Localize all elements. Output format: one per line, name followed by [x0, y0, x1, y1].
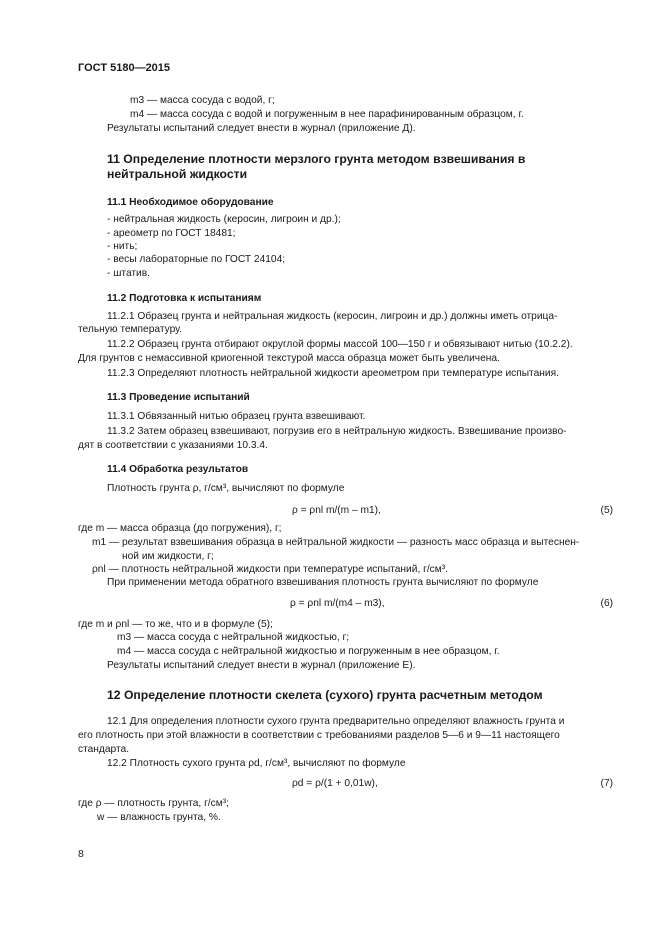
prev-m3-definition: m3 — масса сосуда с водой, г;	[130, 95, 275, 106]
subsection-11-2-title: 11.2 Подготовка к испытаниям	[107, 293, 262, 304]
prev-m4-definition: m4 — масса сосуда с водой и погруженным в нее парафинированным образцом, г.	[130, 109, 524, 120]
clause-11-3-2-cont: дят в соответствии с указаниями 10.3.4.	[78, 440, 268, 451]
standard-code-header: ГОСТ 5180—2015	[78, 62, 171, 74]
where-m4: m4 — масса сосуда с нейтральной жидкостью и погруженным в нее образцом, г.	[117, 646, 500, 657]
where-m-rho-nl: где m и ρnl — то же, что и в формуле (5);	[78, 619, 273, 630]
clause-12-1-cont: его плотность при этой влажности в соответствии с требованиями разделов 5—6 и 9—11 настоящего	[78, 730, 560, 741]
where-m1-cont: ной им жидкости, г;	[122, 551, 214, 562]
formula-6: ρ = ρnl m/(m4 – m3),	[290, 598, 385, 609]
equipment-item: - весы лабораторные по ГОСТ 24104;	[107, 254, 286, 265]
equipment-item: - ареометр по ГОСТ 18481;	[107, 228, 236, 239]
clause-11-3-2: 11.3.2 Затем образец взвешивают, погрузив его в нейтральную жидкость. Взвешивание произво-	[107, 426, 567, 437]
clause-11-3-1: 11.3.1 Обвязанный нитью образец грунта взвешивают.	[107, 411, 366, 422]
where-w: w — влажность грунта, %.	[97, 812, 221, 823]
formula-5: ρ = ρnl m/(m – m1),	[292, 505, 381, 516]
section-12-title: 12 Определение плотности скелета (сухого) грунта расчетным методом	[107, 688, 543, 702]
clause-11-2-3: 11.2.3 Определяют плотность нейтральной жидкости ареометром при температуре испытания.	[107, 368, 559, 379]
clause-11-2-1: 11.2.1 Образец грунта и нейтральная жидкость (керосин, лигроин и др.) должны иметь отрица-	[107, 311, 558, 322]
subsection-11-3-title: 11.3 Проведение испытаний	[107, 392, 250, 403]
formula-7-number: (7)	[600, 778, 613, 789]
section-11-title-line2: нейтральной жидкости	[107, 167, 248, 181]
equipment-item: - штатив.	[107, 268, 150, 279]
clause-11-2-2: 11.2.2 Образец грунта отбирают округлой формы массой 100—150 г и обвязывают нитью (10.2.2).	[107, 339, 573, 350]
formula-7: ρd = ρ/(1 + 0,01w),	[292, 778, 378, 789]
formula-6-number: (6)	[600, 598, 613, 609]
section-11-record-note: Результаты испытаний следует внести в журнал (приложение Е).	[107, 660, 416, 671]
formula-5-number: (5)	[600, 505, 613, 516]
where-m3: m3 — масса сосуда с нейтральной жидкостью, г;	[117, 632, 350, 643]
clause-12-2: 12.2 Плотность сухого грунта ρd, г/см³, вычисляют по формуле	[107, 758, 406, 769]
equipment-item: - нейтральная жидкость (керосин, лигроин и др.);	[107, 214, 341, 225]
where-rho: где ρ — плотность грунта, г/см³;	[78, 798, 229, 809]
clause-12-1-cont2: стандарта.	[78, 744, 130, 755]
equipment-item: - нить;	[107, 241, 138, 252]
subsection-11-1-title: 11.1 Необходимое оборудование	[107, 197, 274, 208]
subsection-11-4-title: 11.4 Обработка результатов	[107, 464, 249, 475]
clause-11-2-1-cont: тельную температуру.	[78, 324, 183, 335]
reverse-weighing-note: При применении метода обратного взвешивания плотность грунта вычисляют по формуле	[107, 577, 539, 588]
section-11-title-line1: 11 Определение плотности мерзлого грунта методом взвешивания в	[107, 152, 526, 166]
clause-11-2-2-cont: Для грунтов с немассивной криогенной текстурой масса образца может быть увеличена.	[78, 353, 500, 364]
page-number: 8	[78, 848, 84, 860]
where-m: где m — масса образца (до погружения), г;	[78, 523, 282, 534]
where-rho-nl: ρnl — плотность нейтральной жидкости при температуре испытаний, г/см³.	[92, 564, 448, 575]
density-intro: Плотность грунта ρ, г/см³, вычисляют по формуле	[107, 483, 345, 494]
clause-12-1: 12.1 Для определения плотности сухого грунта предварительно определяют влажность грунта и	[107, 716, 565, 727]
where-m1: m1 — результат взвешивания образца в нейтральной жидкости — разность масс образца и вытеснен-	[92, 537, 580, 548]
prev-record-note: Результаты испытаний следует внести в журнал (приложение Д).	[107, 123, 416, 134]
